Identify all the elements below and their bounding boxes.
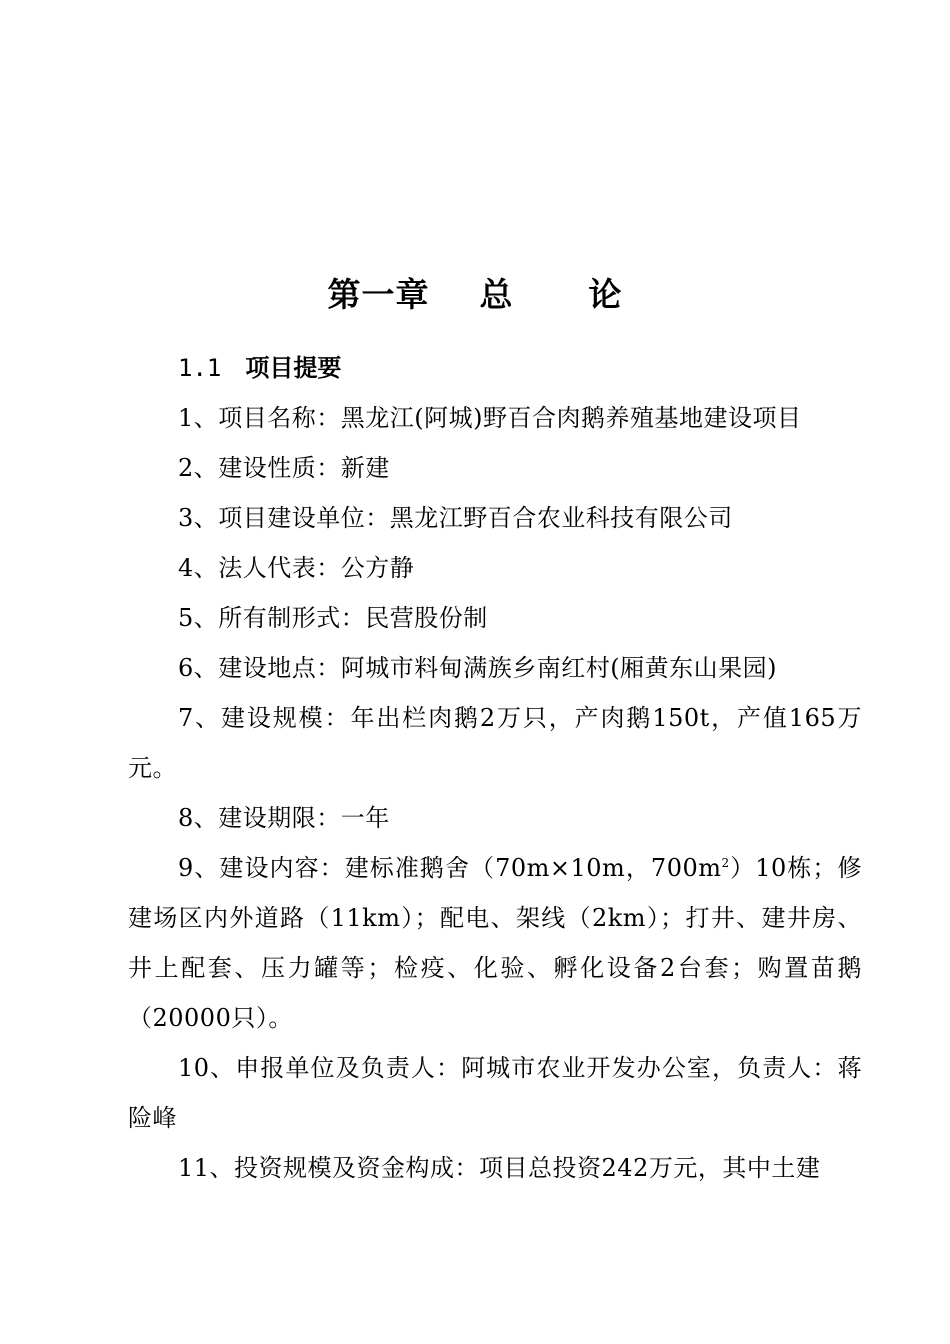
item-construction-nature: 2、建设性质：新建 [178, 454, 390, 482]
item-project-name: 1、项目名称：黑龙江(阿城)野百合肉鹅养殖基地建设项目 [178, 404, 802, 432]
item-construction-unit: 3、项目建设单位：黑龙江野百合农业科技有限公司 [178, 504, 733, 532]
item-construction-site: 6、建设地点：阿城市料甸满族乡南红村(厢黄东山果园) [178, 654, 777, 682]
section-number: 1.1 [178, 354, 222, 382]
item9-text-after: ）10栋；修建场区内外道路（11km）；配电、架线（2km）；打井、建井房、井上配套、压力罐等；检疫、化验、孵化设备2台套；购置苗鹅（20000只）。 [128, 854, 862, 1032]
item-construction-content [128, 843, 862, 1043]
item-construction-period: 8、建设期限：一年 [178, 804, 390, 832]
chapter-title: 第一章 总 论 [327, 275, 623, 314]
item-investment: 11、投资规模及资金构成：项目总投资242万元，其中土建 [178, 1154, 821, 1182]
item9-superscript: 2 [721, 856, 730, 870]
section-heading [178, 348, 341, 388]
item9-text-before: 9、建设内容：建标准鹅舍（70m×10m，700m [178, 854, 722, 882]
section-title: 项目提要 [245, 354, 342, 382]
body-text [128, 393, 862, 1193]
item-applicant: 10、申报单位及负责人：阿城市农业开发办公室，负责人：蒋险峰 [128, 1054, 862, 1132]
item-construction-scale: 7、建设规模：年出栏肉鹅2万只，产肉鹅150t，产值165万元。 [128, 704, 862, 782]
item-ownership-form: 5、所有制形式：民营股份制 [178, 604, 488, 632]
item-legal-representative: 4、法人代表：公方静 [178, 554, 415, 582]
